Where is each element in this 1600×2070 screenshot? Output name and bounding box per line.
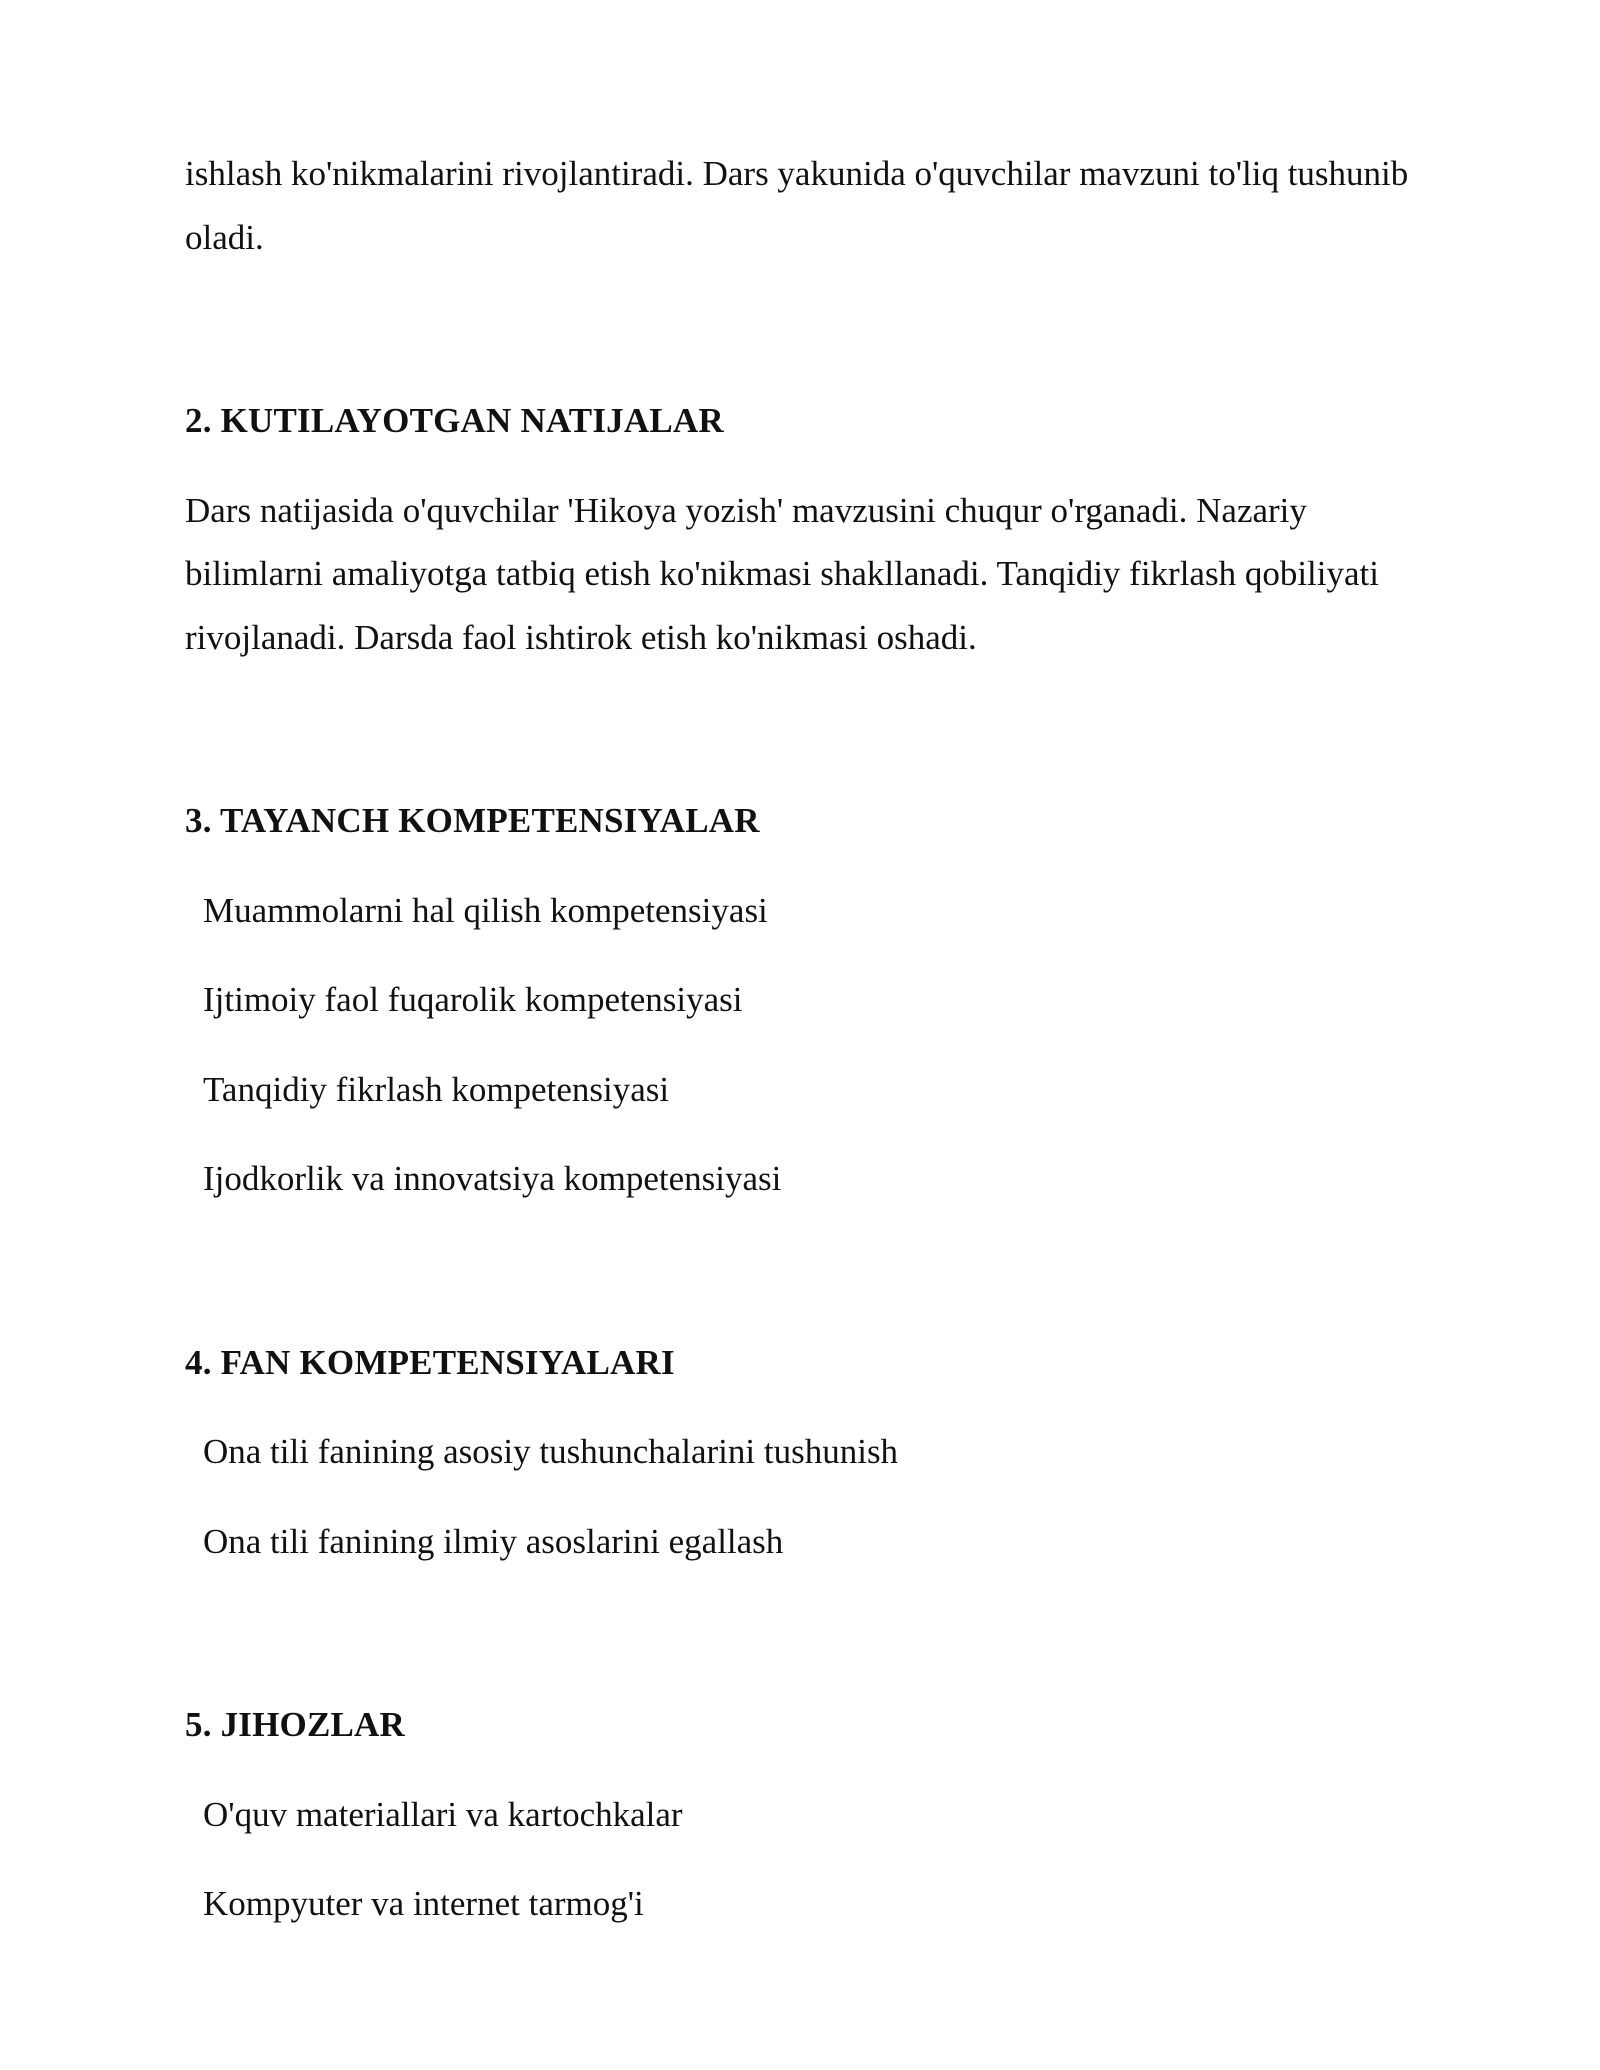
- section-core-competencies: [185, 789, 1425, 1211]
- list-item: Ona tili fanining asosiy tushunchalarini tushunish: [203, 1432, 899, 1471]
- list-item: Ijodkorlik va innovatsiya kompetensiyasi: [203, 1159, 782, 1198]
- intro-paragraph: ishlash ko'nikmalarini rivojlantiradi. Dars yakunida o'quvchilar mavzuni to'liq tushunib oladi.: [185, 154, 1409, 257]
- list-item: Kompyuter va internet tarmog'i: [203, 1884, 644, 1923]
- list-item: Muammolarni hal qilish kompetensiyasi: [203, 890, 768, 930]
- section-subject-competencies: [185, 1331, 1425, 1574]
- section-equipment: [185, 1693, 1425, 1936]
- list-item: Ona tili fanining ilmiy asoslarini egallash: [203, 1521, 784, 1561]
- section-expected-results: [185, 389, 1425, 669]
- document-content: [185, 142, 1425, 1936]
- section-heading-subject-competencies: 4. FAN KOMPETENSIYALARI: [185, 1342, 675, 1382]
- section-heading-equipment: 5. JIHOZLAR: [185, 1705, 406, 1744]
- list-item: Ijtimoiy faol fuqarolik kompetensiyasi: [203, 980, 743, 1019]
- expected-results-paragraph: Dars natijasida o'quvchilar 'Hikoya yozish' mavzusini chuqur o'rganadi. Nazariy bilimlarni amaliyotga tatbiq etish ko'nikmasi shakllanadi. Tanqidiy fikrlash qobiliyati rivojlanadi. Darsda faol ishtirok etish ko'nikmasi oshadi.: [185, 490, 1379, 657]
- list-item: Tanqidiy fikrlash kompetensiyasi: [203, 1069, 670, 1109]
- list-item: O'quv materiallari va kartochkalar: [203, 1794, 683, 1834]
- section-heading-core-competencies: 3. TAYANCH KOMPETENSIYALAR: [185, 801, 760, 840]
- section-heading-expected-results: 2. KUTILAYOTGAN NATIJALAR: [185, 401, 724, 440]
